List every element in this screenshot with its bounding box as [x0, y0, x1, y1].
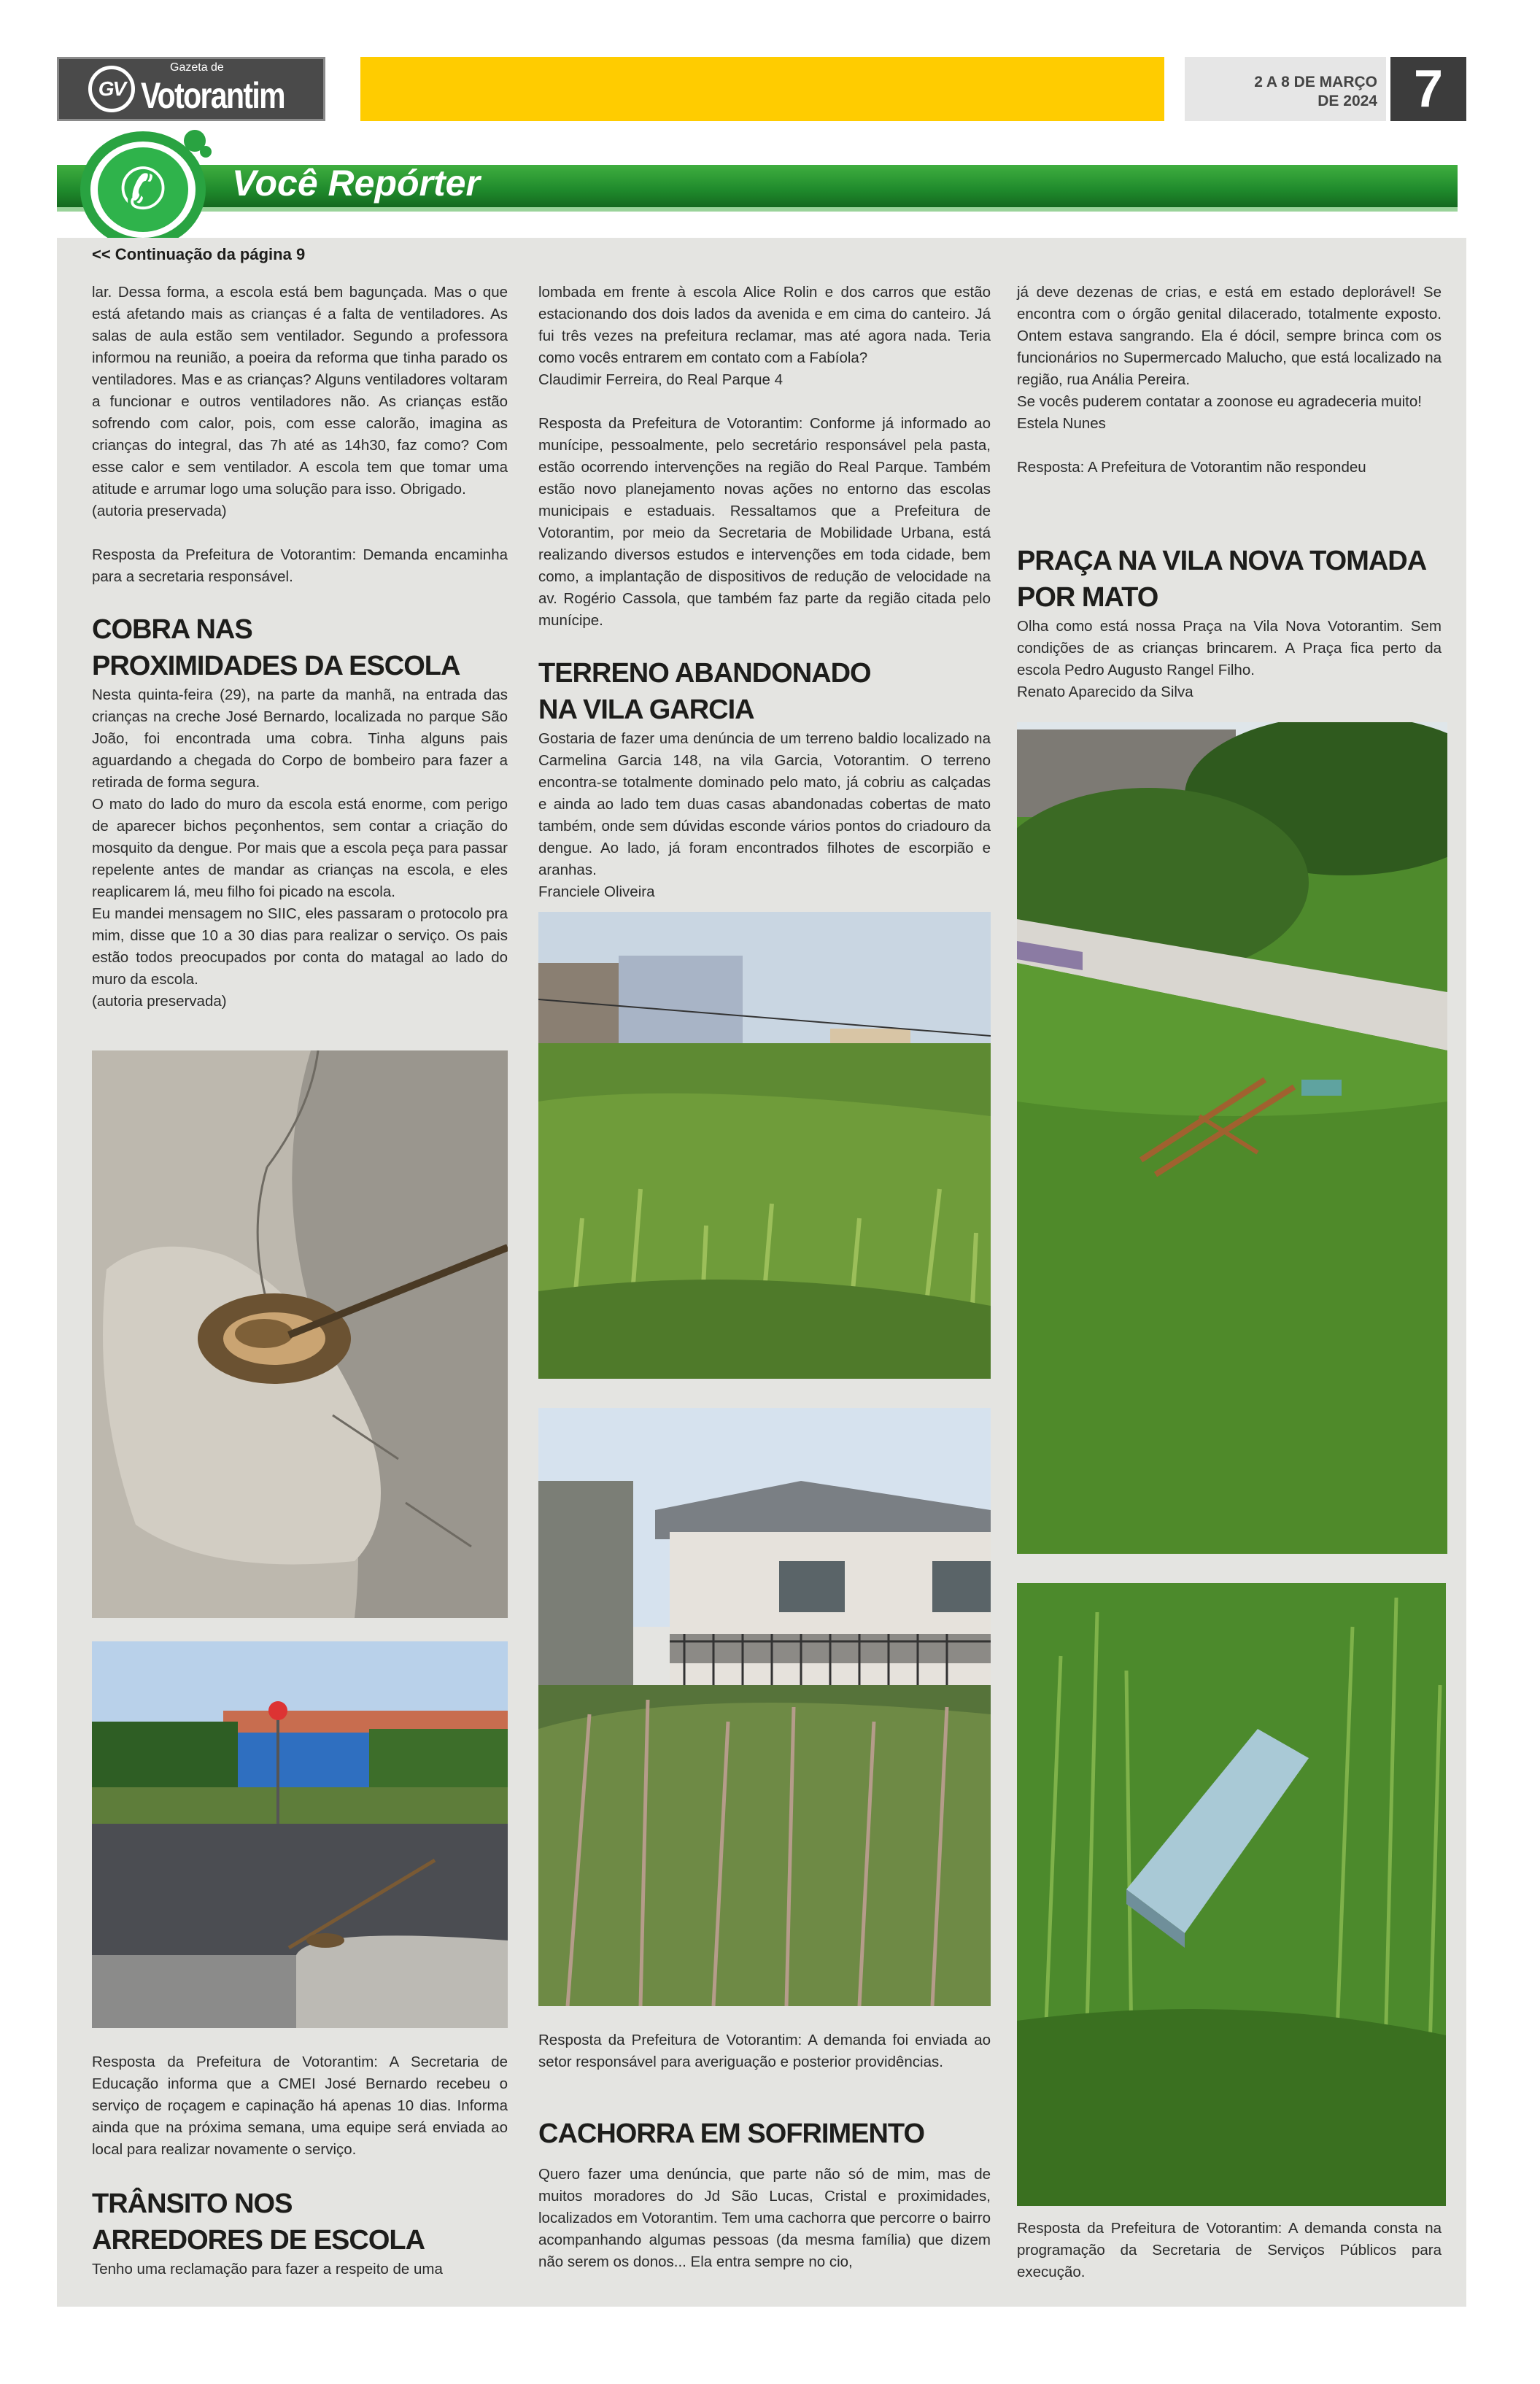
article-headline: CACHORRA EM SOFRIMENTO: [538, 2118, 924, 2149]
article-headline: TRÂNSITO NOS ARREDORES DE ESCOLA: [92, 2188, 425, 2256]
prefeitura-response: Resposta da Prefeitura de Votorantim: Demanda encaminha para a secretaria responsável.: [92, 546, 508, 585]
prefeitura-response: Resposta da Prefeitura de Votorantim: A demanda foi enviada ao setor responsável para averiguação e posterior providências.: [538, 2032, 991, 2070]
article-text: Quero fazer uma denúncia, que parte não só de mim, mas de muitos moradores do Jd São Lucas, Cristal e proximidades, localizados em Votorantim. Tem uma cachorra que percorre o bairro acompanhando algumas pessoas (da mesma família) que dizem não serem os donos... Ela entra sempre no cio,: [538, 2166, 991, 2270]
section-title: Você Repórter: [232, 163, 480, 204]
issue-date: 2 A 8 DE MARÇO DE 2024: [1185, 57, 1386, 121]
prefeitura-response: Resposta da Prefeitura de Votorantim: A demanda consta na programação da Secretaria de Serviços Públicos para execução.: [1017, 2220, 1442, 2280]
article-author: Estela Nunes: [1017, 415, 1106, 432]
article-text: Gostaria de fazer uma denúncia de um terreno baldio localizado na Carmelina Garcia 148, na vila Garcia, Votorantim. O terreno encontra-se totalmente dominado pelo mato, já cobriu as calçadas e ainda ao lado tem duas casas abandonadas cobertas de mato também, onde sem dúvidas esconde vários pontos do criadouro da dengue. Ao lado, já foram encontrados filhotes de escorpião e aranhas.: [538, 730, 991, 878]
article-cobra-response: [92, 2051, 508, 2161]
article-terreno-response: [538, 2029, 991, 2073]
article-text: O mato do lado do muro da escola está enorme, com perigo de aparecer bichos peçonhentos, sem contar a criação do mosquito da dengue. Por mais que a escola peça para passar repelente antes de mandar as crianças na escola, e eles reaplicarem lá, meu filho foi picado na escola.: [92, 796, 508, 900]
article-cobra: [92, 611, 508, 1013]
photo-snake-curb: [92, 1050, 508, 1618]
photo-tall-grass: [1017, 1583, 1446, 2206]
article-author: (autoria preservada): [92, 503, 227, 519]
column-1: [92, 282, 508, 588]
prefeitura-response: Resposta da Prefeitura de Votorantim: Conforme já informado ao munícipe, pessoalmente, pelo secretário responsável pela pasta, estão ocorrendo intervenções na região do Real Parque. Também estão novo planejamento novas ações no entorno das escolas municipais e estaduais. Ressaltamos que a Prefeitura de Votorantim, por meio da Secretaria de Mobilidade Urbana, está realizando diversos estudos e intervenções em toda cidade, bem como, a implantação de dispositivos de redução de velocidade na av. Rogério Cassola, que também faz parte da região citada pelo munícipe.: [538, 415, 991, 629]
article-transito: [92, 2186, 508, 2280]
photo-abandoned-house: [538, 1408, 991, 2006]
article-text: lar. Dessa forma, a escola está bem bagunçada. Mas o que está afetando mais as crianças é a falta de ventiladores. As salas de aula estão sem ventilador. Segundo a professora informou na reunião, a poeira da reforma que tinha parado os ventiladores. Mas e as crianças? Alguns ventiladores voltaram a funcionar e outros ventiladores não. As crianças estão sofrendo com calor, pois, com esse calorão, imagina as crianças do integral, das 7h até as 14h30, faz como? Com esse calor e sem ventilador. A escola tem que tomar uma atitude e arrumar logo uma solução para isso. Obrigado.: [92, 284, 508, 498]
decor-bubble: [200, 146, 212, 158]
article-text: Eu mandei mensagem no SIIC, eles passaram o protocolo pra mim, disse que 10 a 30 dias para realizar o serviço. Os pais estão todos preocupados por conta do matagal ao lado do muro da escola.: [92, 905, 508, 988]
article-headline: PRAÇA NA VILA NOVA TOMADA POR MATO: [1017, 546, 1427, 613]
column-2: [538, 282, 991, 632]
article-text: Nesta quinta-feira (29), na parte da manhã, na entrada das crianças na creche José Bernardo, localizada no parque São João, foi encontrada uma cobra. Tinha alguns pais aguardando a chegada do Corpo de bombeiro para fazer a retirada de forma segura.: [92, 686, 508, 791]
article-praca-response: [1017, 2218, 1442, 2283]
article-cachorra: [538, 2116, 991, 2273]
article-author: (autoria preservada): [92, 993, 227, 1010]
article-headline: COBRA NAS PROXIMIDADES DA ESCOLA: [92, 614, 460, 681]
prefeitura-response: Resposta: A Prefeitura de Votorantim não respondeu: [1017, 459, 1366, 476]
logo-name: Votorantim: [141, 75, 285, 116]
column-3: [1017, 282, 1442, 479]
prefeitura-response: Resposta da Prefeitura de Votorantim: A Secretaria de Educação informa que a CMEI José Bernardo recebeu o serviço de roçagem e capinação há apenas 10 dias. Informa ainda que na próxima semana, uma equipe será enviada ao local para realizar novamente o serviço.: [92, 2054, 508, 2158]
continuation-link[interactable]: << Continuação da página 9: [92, 245, 306, 263]
article-text: já deve dezenas de crias, e está em estado deplorável! Se encontra com o órgão genital dilacerado, totalmente exposto. Ontem estava sangrando. Ela é dócil, sempre brinca com os funcionários no Supermercado Malucho, que está localizado na região, rua Anália Pereira.: [1017, 284, 1442, 388]
header-ad-bar: [360, 57, 1164, 121]
article-headline: TERRENO ABANDONADO NA VILA GARCIA: [538, 658, 871, 725]
page-number: 7: [1390, 57, 1466, 121]
article-author: Claudimir Ferreira, do Real Parque 4: [538, 371, 783, 388]
photo-square-wall: [1017, 722, 1447, 1554]
article-text: Tenho uma reclamação para fazer a respeito de uma: [92, 2261, 443, 2277]
article-text: Se vocês puderem contatar a zoonose eu agradeceria muito!: [1017, 393, 1422, 410]
logo-emblem: GV: [88, 66, 135, 112]
newspaper-logo[interactable]: [57, 57, 325, 121]
photo-vacant-lot: [538, 912, 991, 1379]
article-author: Franciele Oliveira: [538, 883, 655, 900]
article-praca: [1017, 543, 1442, 703]
article-terreno: [538, 655, 991, 903]
article-text: Olha como está nossa Praça na Vila Nova Votorantim. Sem condições de as crianças brincarem. A Praça fica perto da escola Pedro Augusto Rangel Filho.: [1017, 618, 1442, 678]
article-text: lombada em frente à escola Alice Rolin e dos carros que estão estacionando dos dois lados da avenida e em cima do canteiro. Já fui três vezes na prefeitura reclamar, mas até agora nada. Teria como vocês entrarem em contato com a Fabíola?: [538, 284, 991, 366]
whatsapp-icon: ✆: [98, 147, 188, 232]
photo-street-snake: [92, 1641, 508, 2028]
logo-small-text: Gazeta de: [170, 61, 224, 74]
article-author: Renato Aparecido da Silva: [1017, 684, 1193, 700]
